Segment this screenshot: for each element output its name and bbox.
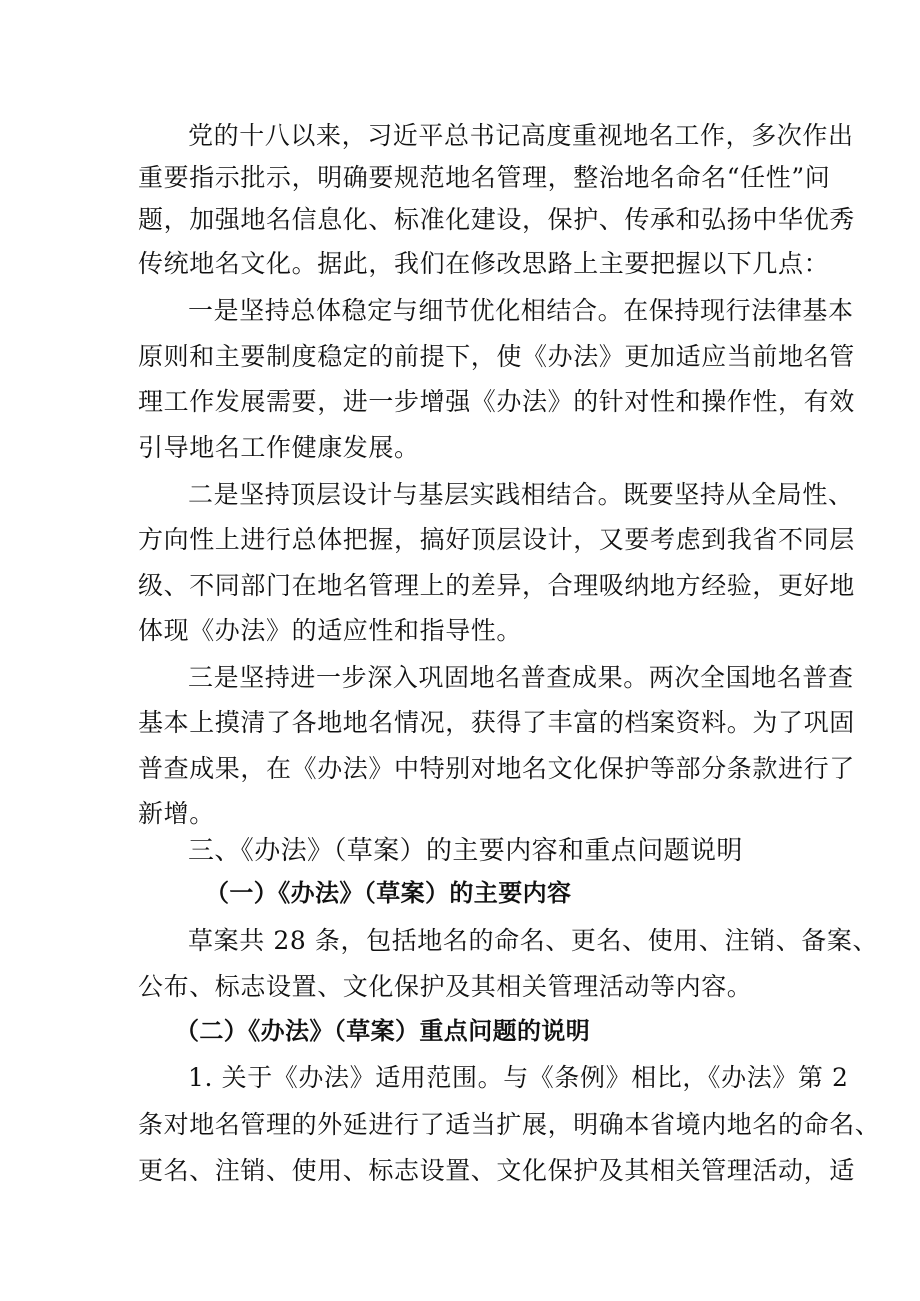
paragraph-line: 一是坚持总体稳定与细节优化相结合。在保持现行法律基本: [188, 296, 854, 325]
paragraph-line: 1. 关于《办法》适用范围。与《条例》相比，《办法》第 2: [188, 1063, 849, 1092]
paragraph-line: 草案共 28 条，包括地名的命名、更名、使用、注销、备案、: [188, 926, 879, 955]
paragraph-line: 级、不同部门在地名管理上的差异，合理吸纳地方经验，更好地: [138, 571, 855, 600]
paragraph-line: 党的十八以来，习近平总书记高度重视地名工作，多次作出: [188, 121, 854, 150]
paragraph-line: 引导地名工作健康发展。: [138, 433, 420, 462]
subsection-heading: （二）《办法》（草案）重点问题的说明: [175, 1016, 591, 1045]
paragraph-line: 体现《办法》的适应性和指导性。: [138, 616, 523, 645]
paragraph-line: 基本上摸清了各地地名情况，获得了丰富的档案资料。为了巩固: [138, 708, 855, 737]
subsection-heading: （一）《办法》（草案）的主要内容: [205, 878, 572, 907]
paragraph-line: 三是坚持进一步深入巩固地名普查成果。两次全国地名普查: [188, 663, 854, 692]
section-heading: 三、《办法》（草案）的主要内容和重点问题说明: [188, 836, 743, 866]
paragraph-line: 题，加强地名信息化、标准化建设，保护、传承和弘扬中华优秀: [138, 205, 855, 234]
paragraph-line: 更名、注销、使用、标志设置、文化保护及其相关管理活动，适: [138, 1156, 855, 1185]
paragraph-line: 普查成果，在《办法》中特别对地名文化保护等部分条款进行了: [138, 754, 855, 783]
paragraph-line: 方向性上进行总体把握，搞好顶层设计，又要考虑到我省不同层: [138, 525, 855, 554]
paragraph-line: 传统地名文化。据此，我们在修改思路上主要把握以下几点：: [138, 249, 830, 278]
paragraph-line: 二是坚持顶层设计与基层实践相结合。既要坚持从全局性、: [188, 480, 854, 509]
paragraph-line: 理工作发展需要，进一步增强《办法》的针对性和操作性，有效: [138, 387, 855, 416]
paragraph-line: 新增。: [138, 799, 215, 828]
paragraph-line: 重要指示批示，明确要规范地名管理，整治地名命名“任性”问: [138, 163, 831, 192]
paragraph-line: 公布、标志设置、文化保护及其相关管理活动等内容。: [138, 972, 753, 1001]
paragraph-line: 条对地名管理的外延进行了适当扩展，明确本省境内地名的命名、: [138, 1110, 881, 1139]
paragraph-line: 原则和主要制度稳定的前提下，使《办法》更加适应当前地名管: [138, 342, 855, 371]
